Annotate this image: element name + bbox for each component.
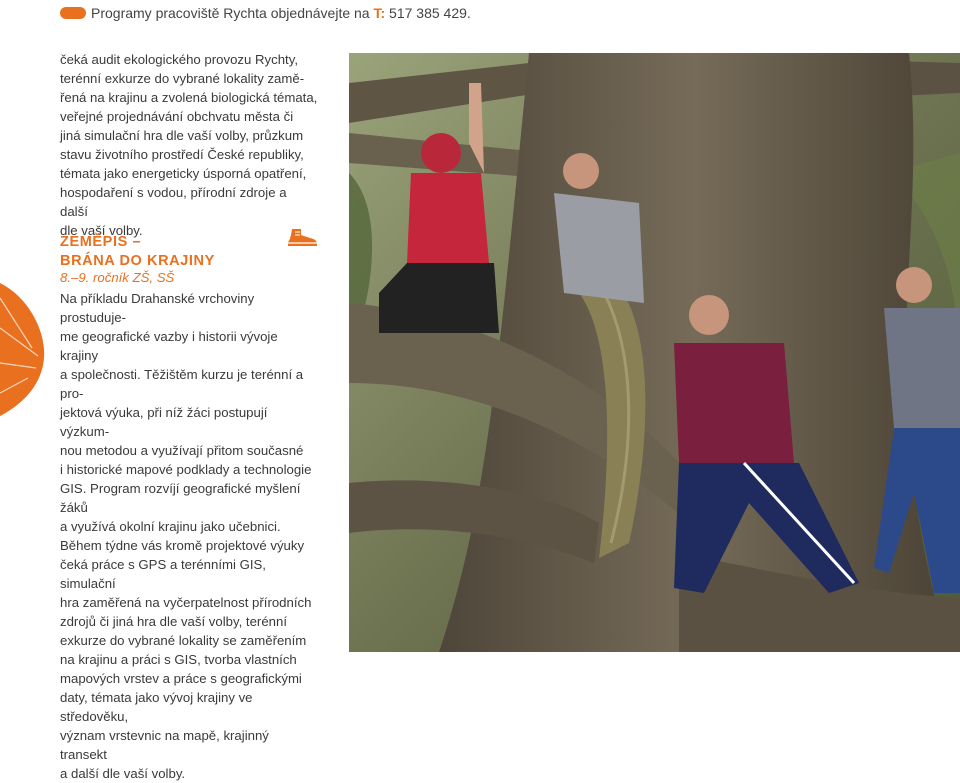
text-line: hra zaměřená na vyčerpatelnost přírodních	[60, 595, 312, 610]
phone-label: T:	[373, 5, 386, 21]
text-line: jektová výuka, při níž žáci postupují výzkum-	[60, 405, 268, 439]
course-title-line2: BRÁNA DO KRAJINY	[60, 253, 215, 269]
course-title-line1: ZEMĚPIS –	[60, 234, 142, 250]
text-line: veřejné projednávání obchvatu města či	[60, 109, 294, 124]
text-line: význam vrstevnic na mapě, krajinný transekt	[60, 728, 269, 762]
text-line: dle vaší volby.	[60, 223, 143, 238]
intro-paragraph	[60, 50, 318, 240]
text-line: Během týdne vás kromě projektové výuky	[60, 538, 305, 553]
text-line: nou metodou a využívají přitom současné	[60, 443, 304, 458]
text-line: zdrojů či jiná hra dle vaší volby, terénní	[60, 614, 287, 629]
phone-number: 517 385 429.	[389, 5, 471, 21]
text-line: jiná simulační hra dle vaší volby, průzkum	[60, 128, 304, 143]
banner-text: Programy pracoviště Rychta objednávejte na T: 517 385 429.	[91, 5, 471, 21]
text-line: čeká práce s GPS a terénními GIS, simulační	[60, 557, 266, 591]
text-line: a společnosti. Těžištěm kurzu je terénní a pro-	[60, 367, 304, 401]
course-description	[60, 289, 318, 783]
text-line: Na příkladu Drahanské vrchoviny prostuduje-	[60, 291, 255, 325]
contact-banner	[60, 3, 471, 23]
text-line: a využívá okolní krajinu jako učebnici.	[60, 519, 281, 534]
text-line: terénní exkurze do vybrané lokality zamě-	[60, 71, 305, 86]
hiking-boot-icon	[286, 227, 318, 247]
banner-pill	[60, 7, 86, 19]
text-line: stavu životního prostředí České republiky,	[60, 147, 304, 162]
text-line: na krajinu a práci s GIS, tvorba vlastních	[60, 652, 297, 667]
text-line: témata jako energeticky úsporná opatření,	[60, 166, 307, 181]
photo-children-climbing-tree	[349, 53, 960, 652]
text-line: mapových vrstev a práce s geografickými	[60, 671, 302, 686]
text-line: i historické mapové podklady a technologie	[60, 462, 312, 477]
text-line: GIS. Program rozvíjí geografické myšlení žáků	[60, 481, 301, 515]
course-title	[60, 233, 215, 271]
leaf-decoration-icon	[0, 278, 48, 418]
text-line: me geografické vazby i historii vývoje krajiny	[60, 329, 278, 363]
text-line: exkurze do vybrané lokality se zaměřením	[60, 633, 307, 648]
text-line: hospodaření s vodou, přírodní zdroje a další	[60, 185, 287, 219]
text-line: a další dle vaší volby.	[60, 766, 186, 781]
text-line: daty, témata jako vývoj krajiny ve středověku,	[60, 690, 253, 724]
text-line: čeká audit ekologického provozu Rychty,	[60, 52, 298, 67]
course-grade: 8.–9. ročník ZŠ, SŠ	[60, 270, 175, 285]
text-line: řená na krajinu a zvolená biologická témata,	[60, 90, 318, 105]
